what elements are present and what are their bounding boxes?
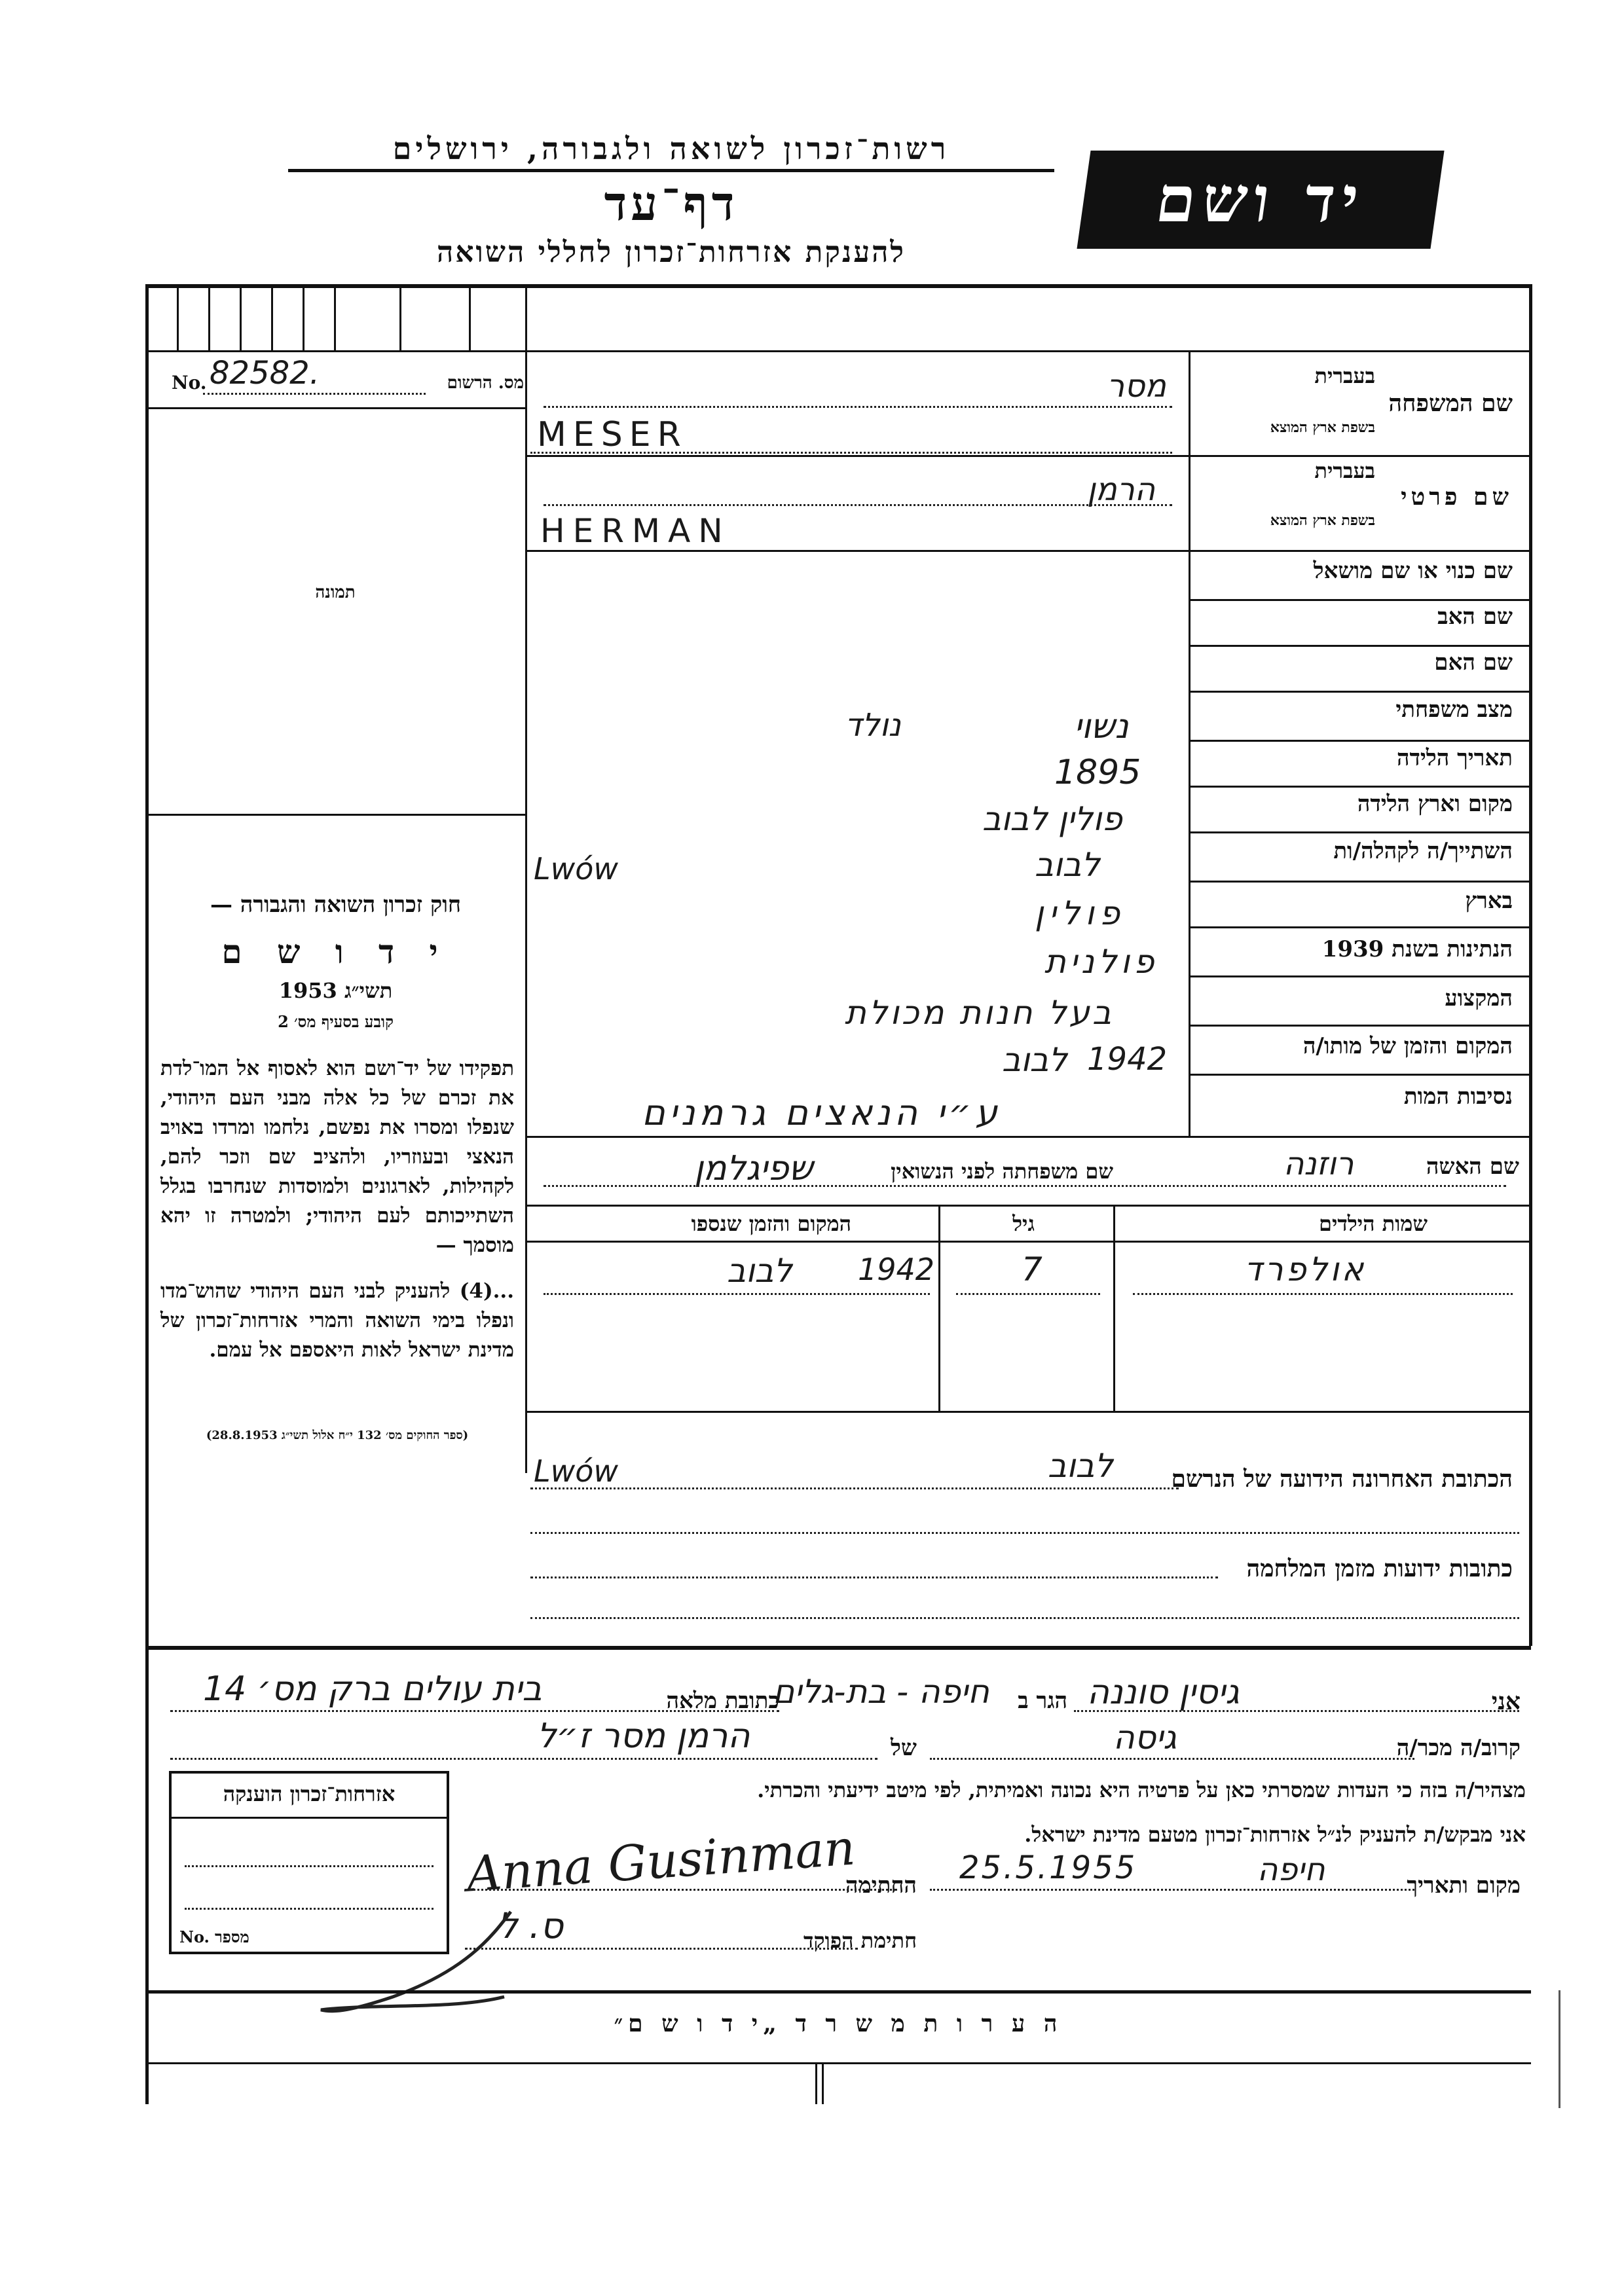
child-name: אולפרד xyxy=(1244,1250,1367,1288)
city-value: חיפה - בת-גלים xyxy=(773,1673,989,1711)
officer-signature-label: חתימת הפוקד xyxy=(803,1928,917,1953)
officer-signature: ס. ל xyxy=(498,1905,564,1946)
declarant-prefix: אני xyxy=(1491,1688,1521,1715)
declarant-signature: Anna Gusinman xyxy=(464,1819,857,1903)
wife-value: רוזנה xyxy=(1283,1146,1354,1182)
law-section: קובע בסעיף מס׳ 2 xyxy=(278,1012,394,1031)
law-title: חוק זכרון השואה והגבורה — xyxy=(210,892,462,918)
mother-label: שם האם xyxy=(1434,649,1513,676)
maiden-value: שפיגלמן xyxy=(694,1149,813,1188)
full-address-value: בית עולים ברק מס׳ 14 xyxy=(203,1669,542,1709)
wife-label: שם האשה xyxy=(1426,1154,1519,1180)
awarded-no-en: No. xyxy=(179,1927,210,1946)
child-age: 7 xyxy=(1022,1250,1043,1288)
form-title: דף־עד xyxy=(604,175,739,231)
law-paragraph-2: ...(4) להעניק לבני העם היהודי שהוש־מדו ונפלו בימי השואה והמרי אזרחות־זכרון של מדינת ישראל לאות היאספם אל עמם. xyxy=(160,1279,514,1362)
country-value: פולין xyxy=(1035,894,1126,932)
children-header-names: שמות הילדים xyxy=(1319,1211,1428,1236)
statement-request: אני מבקש/ת להעניק לנ״ל אזרחות־זכרון מטעם מדינת ישראל. xyxy=(1024,1822,1526,1847)
surname-origin-label: בשפת ארץ המוצא xyxy=(1270,419,1375,436)
law-name: י ד ו ש ם xyxy=(221,932,450,971)
birthdate-label: תאריך הלידה xyxy=(1396,745,1513,771)
registration-number: 82582. xyxy=(210,355,320,392)
last-address-label: הכתובת האחרונה הידועה של הנרשם xyxy=(1171,1465,1513,1493)
circumstances-label: נסיבות המות xyxy=(1403,1084,1513,1110)
registration-en-label: No. xyxy=(172,372,207,393)
country-label: בארץ xyxy=(1465,888,1513,914)
photo-label: תמונה xyxy=(315,583,356,602)
death-place: לבוב xyxy=(1002,1041,1067,1079)
marital-extra: נולד xyxy=(845,707,901,744)
declarant-name: גיסין סוננה xyxy=(1087,1673,1240,1712)
firstname-origin-value: HERMAN xyxy=(540,512,731,550)
authority-name: רשות־זכרון לשואה ולגבורה, ירושלים xyxy=(288,131,1054,172)
form-subtitle: להענקת אזרחות־זכרון לחללי השואה xyxy=(436,236,906,269)
full-address-label: כתובת מלאה xyxy=(666,1688,779,1714)
place-date-label: מקום ותאריך xyxy=(1407,1872,1521,1899)
logo-text: יד ושם xyxy=(1151,162,1370,236)
profession-value: בעל חנות מכולת xyxy=(845,994,1114,1032)
signature-label: החתימה xyxy=(845,1872,917,1899)
father-label: שם האב xyxy=(1437,604,1513,630)
surname-hebrew-label: בעברית xyxy=(1314,363,1375,388)
child-death-year: 1942 xyxy=(858,1252,935,1287)
marital-value: נשוי xyxy=(1074,707,1129,746)
maiden-label: שם משפחתה לפני הנשואין xyxy=(891,1159,1113,1184)
awarded-no-he: מספר xyxy=(215,1927,249,1946)
relation-label: קרוב/ה מכר/ה xyxy=(1396,1735,1521,1761)
last-address-origin: Lwów xyxy=(534,1453,619,1489)
of-label: של xyxy=(891,1735,917,1761)
community-origin-value: Lwów xyxy=(534,851,619,886)
office-notes-title: ה ע ר ו ת מ ש ר ד „י ד ו ש ם״ xyxy=(614,2010,1063,2037)
alias-label: שם כנוי או שם מושאל xyxy=(1313,558,1513,584)
relation-value: גיסה xyxy=(1113,1719,1177,1757)
firstname-hebrew-value: הרמן xyxy=(1087,471,1156,508)
column-divider xyxy=(525,288,527,1473)
firstname-label: שם פרטי xyxy=(1401,483,1513,511)
firstname-hebrew-label: בעברית xyxy=(1314,458,1375,483)
citizenship-label: הנתינות בשנת 1939 xyxy=(1321,936,1513,962)
children-header-age: גיל xyxy=(1012,1211,1035,1236)
profession-label: המקצוע xyxy=(1445,985,1513,1011)
date-value: 25.5.1955 xyxy=(959,1850,1137,1886)
children-header-place: המקום והזמן שנספו xyxy=(691,1211,851,1236)
circumstances-value: ע״י הנאצים גרמנים xyxy=(642,1092,1001,1133)
firstname-origin-label: בשפת ארץ המוצא xyxy=(1270,512,1375,529)
marital-label: מצב משפחתי xyxy=(1395,697,1513,723)
statement-truth: מצהיר/ה בזה כי העדות שמסרתי כאן על פרטיה היא נכונה ואמיתית, לפי מיטב ידיעתי והכרתי. xyxy=(757,1777,1526,1802)
death-year: 1942 xyxy=(1087,1041,1168,1078)
birthplace-label: מקום וארץ הלידה xyxy=(1357,791,1513,817)
registration-he-label: מס. הרשום xyxy=(447,373,524,393)
living-in-label: הגר ב xyxy=(1018,1688,1067,1714)
surname-hebrew-value: מסר xyxy=(1107,368,1166,405)
citizenship-value: פולנית xyxy=(1044,943,1158,981)
child-death-place: לבוב xyxy=(727,1252,792,1290)
birthplace-value: פולין לבוב xyxy=(982,800,1122,838)
war-address-label: כתובות ידועות מזמן המלחמה xyxy=(1246,1555,1513,1582)
of-value: הרמן מסר ז״ל xyxy=(537,1717,750,1756)
awarded-box-title: אזרחות־זכרון הוענקה xyxy=(223,1781,396,1806)
last-address-value: לבוב xyxy=(1048,1447,1113,1485)
yad-vashem-logo xyxy=(1077,151,1444,249)
place-value: חיפה xyxy=(1257,1851,1325,1888)
awarded-box xyxy=(169,1771,449,1954)
law-year: תשי״ג 1953 xyxy=(278,978,393,1003)
birthdate-value: 1895 xyxy=(1054,753,1141,792)
law-paragraph-1: תפקידו של יד־ושם הוא לאסוף אל המו־לדת את זכרם של כל אלה מבני העם היהודי, שנפלו ומסרו את נפשם, נלחמו ומרדו באויב הנאצי ובעוזריו, ולהציב שם וזכר להם, לקהילות, לארגונים ולמוסדות שנחרבו בגלל השתייכותם לעם היהודי; ולמטרה זו יהא מוסמך — xyxy=(160,1057,514,1257)
community-value: לבוב xyxy=(1035,846,1100,884)
law-source: (ספר החוקים מס׳ 132 י״ח אלול תשי״ג 28.8.1953) xyxy=(206,1429,469,1442)
death-label: המקום והזמן של מותו/ה xyxy=(1302,1033,1513,1059)
surname-origin-value: MESER xyxy=(537,415,688,454)
community-label: השתייך/ה לקהלה/ות xyxy=(1333,838,1513,864)
surname-label: שם המשפחה xyxy=(1388,390,1513,417)
